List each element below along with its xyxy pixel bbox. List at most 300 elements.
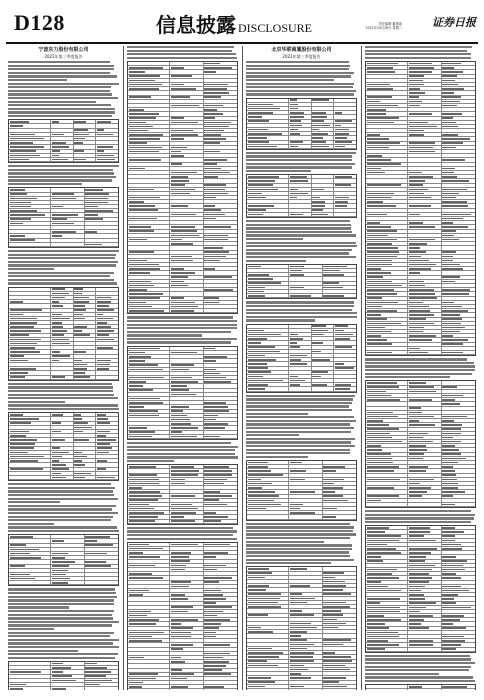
table-cell xyxy=(248,141,269,143)
table-cell xyxy=(248,180,275,182)
text-line xyxy=(8,383,112,385)
table-cell xyxy=(97,439,116,441)
table-cell xyxy=(409,134,424,136)
table-cell xyxy=(442,441,461,443)
table-cell xyxy=(10,376,25,378)
table-cell xyxy=(52,460,59,462)
text-line xyxy=(246,544,352,546)
text-line xyxy=(8,394,114,396)
table-cell xyxy=(52,667,71,669)
table-cell xyxy=(129,260,147,262)
table-cell xyxy=(129,487,142,489)
table-cell xyxy=(409,247,420,249)
table-cell xyxy=(290,462,302,464)
table-cell xyxy=(248,648,272,650)
table-row xyxy=(247,213,356,217)
table-cell xyxy=(129,113,159,115)
table-cell xyxy=(204,184,226,186)
table-cell xyxy=(323,585,346,587)
table-cell xyxy=(129,168,145,170)
table-cell xyxy=(204,636,216,638)
table-cell xyxy=(442,101,460,103)
text-line xyxy=(246,405,349,407)
table-cell xyxy=(97,422,110,424)
table-cell xyxy=(248,677,271,679)
table-cell xyxy=(204,653,229,655)
table-cell xyxy=(409,594,424,596)
table-cell xyxy=(171,436,198,438)
table-cell xyxy=(204,406,227,408)
table-cell xyxy=(171,686,189,688)
table-cell xyxy=(312,351,321,353)
table-cell xyxy=(442,276,460,278)
table-cell xyxy=(442,84,458,86)
table-cell xyxy=(248,508,266,510)
table-cell xyxy=(409,142,436,144)
table-cell xyxy=(409,382,427,384)
text-line xyxy=(365,369,475,371)
table-cell xyxy=(74,372,85,374)
text-line xyxy=(8,268,54,270)
table-cell xyxy=(52,223,74,225)
table-cell xyxy=(52,193,74,195)
table-cell xyxy=(10,351,40,353)
table-cell xyxy=(10,218,31,220)
text-line xyxy=(8,282,117,284)
table-cell xyxy=(248,614,268,616)
table-cell xyxy=(367,122,394,124)
table-cell xyxy=(367,134,380,136)
table-cell xyxy=(442,504,454,506)
table-cell xyxy=(129,466,156,468)
text-line xyxy=(246,438,355,440)
financial-table xyxy=(8,287,119,381)
text-line xyxy=(8,632,114,634)
table-cell xyxy=(367,63,398,65)
table-cell xyxy=(52,318,71,320)
table-cell xyxy=(290,133,301,135)
table-cell xyxy=(74,314,83,316)
table-cell xyxy=(312,146,329,148)
text-line xyxy=(8,624,112,626)
table-cell xyxy=(409,281,425,283)
table-cell xyxy=(290,686,305,688)
table-cell xyxy=(409,71,432,73)
table-cell xyxy=(409,470,427,472)
table-cell xyxy=(204,117,214,119)
table-cell xyxy=(409,268,432,270)
table-cell xyxy=(442,540,455,542)
table-cell xyxy=(204,483,224,485)
table-cell xyxy=(74,150,84,152)
table-cell xyxy=(335,363,344,365)
text-line xyxy=(8,61,110,63)
table-cell xyxy=(204,577,232,579)
text-line xyxy=(246,93,354,95)
table-cell xyxy=(204,348,214,350)
table-cell xyxy=(85,210,113,212)
column-2 xyxy=(127,46,238,690)
table-cell xyxy=(204,63,220,65)
table-cell xyxy=(248,376,263,378)
masthead xyxy=(6,8,478,42)
table-cell xyxy=(129,619,159,621)
table-cell xyxy=(97,334,109,336)
table-cell xyxy=(171,235,199,237)
text-line xyxy=(8,483,111,485)
text-line xyxy=(8,628,54,630)
text-line xyxy=(8,408,119,410)
text-line xyxy=(246,242,356,244)
table-cell xyxy=(129,673,158,675)
table-cell xyxy=(129,686,142,688)
text-line xyxy=(8,519,111,521)
table-cell xyxy=(248,686,265,688)
table-cell xyxy=(171,504,192,506)
text-line xyxy=(8,646,119,648)
table-cell xyxy=(323,487,342,489)
table-cell xyxy=(10,202,31,204)
table-cell xyxy=(367,420,383,422)
table-cell xyxy=(129,126,153,128)
table-cell xyxy=(10,326,34,328)
table-cell xyxy=(248,495,279,497)
table-cell xyxy=(442,428,460,430)
table-cell xyxy=(367,391,386,393)
table-cell xyxy=(323,686,347,688)
table-cell xyxy=(367,540,399,542)
text-line xyxy=(246,431,351,433)
table-cell xyxy=(74,422,88,424)
column-1 xyxy=(8,46,119,690)
table-cell xyxy=(204,356,227,358)
text-line xyxy=(127,320,237,322)
text-line xyxy=(8,404,118,406)
table-cell xyxy=(52,121,59,123)
table-cell xyxy=(312,133,328,135)
table-cell xyxy=(367,268,381,270)
table-cell xyxy=(290,287,304,289)
table-cell xyxy=(85,536,109,538)
financial-table xyxy=(8,119,119,163)
table-cell xyxy=(129,251,154,253)
table-cell xyxy=(367,470,394,472)
table-cell xyxy=(290,602,308,604)
table-cell xyxy=(409,433,428,435)
table-cell xyxy=(52,314,63,316)
table-cell xyxy=(409,67,435,69)
table-cell xyxy=(97,360,111,362)
table-cell xyxy=(74,456,87,458)
table-cell xyxy=(367,302,398,304)
table-cell xyxy=(335,205,347,207)
table-cell xyxy=(85,202,108,204)
table-cell xyxy=(442,556,455,558)
table-cell xyxy=(409,310,431,312)
table-cell xyxy=(52,343,70,345)
table-cell xyxy=(97,460,108,462)
table-cell xyxy=(74,293,82,295)
text-line xyxy=(246,452,350,454)
table-cell xyxy=(323,602,346,604)
table-cell xyxy=(367,113,386,115)
table-cell xyxy=(367,648,385,650)
table-cell xyxy=(97,305,109,307)
text-line xyxy=(8,523,54,525)
table-cell xyxy=(290,129,299,131)
table-cell xyxy=(171,644,194,646)
table-cell xyxy=(367,343,392,345)
table-cell xyxy=(367,310,397,312)
table-cell xyxy=(171,483,185,485)
table-cell xyxy=(74,351,85,353)
table-cell xyxy=(129,508,154,510)
table-cell xyxy=(10,343,37,345)
table-cell xyxy=(442,479,456,481)
table-cell xyxy=(10,684,26,686)
text-line xyxy=(127,334,202,336)
table-cell xyxy=(85,218,102,220)
text-line xyxy=(246,548,352,550)
table-cell xyxy=(74,297,89,299)
table-cell xyxy=(204,556,216,558)
table-cell xyxy=(367,449,382,451)
table-cell xyxy=(290,593,302,595)
text-line xyxy=(246,252,349,254)
table-cell xyxy=(52,553,68,555)
table-cell xyxy=(171,495,195,497)
table-cell xyxy=(129,360,145,362)
text-line xyxy=(8,261,118,263)
table-cell xyxy=(129,138,160,140)
masthead-rule xyxy=(6,42,478,44)
table-cell xyxy=(204,373,219,375)
table-cell xyxy=(290,295,312,297)
table-cell xyxy=(85,561,106,563)
table-cell xyxy=(74,334,90,336)
table-cell xyxy=(74,414,81,416)
text-line xyxy=(246,234,356,236)
table-cell xyxy=(442,433,461,435)
text-line xyxy=(8,614,112,616)
table-cell xyxy=(442,172,453,174)
table-cell xyxy=(10,688,22,690)
table-cell xyxy=(171,172,197,174)
table-cell xyxy=(129,640,161,642)
text-line xyxy=(365,517,474,519)
table-cell xyxy=(335,146,345,148)
table-cell xyxy=(10,557,41,559)
table-cell xyxy=(323,665,345,667)
table-cell xyxy=(442,268,463,270)
table-cell xyxy=(442,310,468,312)
table-cell xyxy=(171,632,192,634)
table-cell xyxy=(74,121,86,123)
table-cell xyxy=(10,452,28,454)
table-cell xyxy=(367,327,385,329)
table-cell xyxy=(129,71,145,73)
table-cell xyxy=(171,406,190,408)
table-cell xyxy=(367,260,392,262)
table-cell xyxy=(248,282,281,284)
table-row xyxy=(247,145,356,149)
table-cell xyxy=(204,611,222,613)
table-cell xyxy=(204,247,223,249)
table-cell xyxy=(52,334,64,336)
text-line xyxy=(246,86,353,88)
table-cell xyxy=(335,125,342,127)
text-line xyxy=(246,434,299,436)
table-cell xyxy=(85,667,107,669)
table-cell xyxy=(290,112,305,114)
table-cell xyxy=(442,180,468,182)
text-line xyxy=(8,254,116,256)
table-cell xyxy=(52,134,64,136)
table-cell xyxy=(129,147,161,149)
table-cell xyxy=(367,573,392,575)
table-cell xyxy=(442,314,460,316)
table-cell xyxy=(442,487,458,489)
text-line xyxy=(246,152,356,154)
table-cell xyxy=(204,302,219,304)
table-cell xyxy=(171,117,185,119)
table-cell xyxy=(171,272,196,274)
text-line xyxy=(8,606,69,608)
table-cell xyxy=(367,197,391,199)
table-cell xyxy=(248,104,273,106)
text-line xyxy=(127,460,174,462)
table-cell xyxy=(312,189,323,191)
text-line xyxy=(127,442,231,444)
table-cell xyxy=(171,230,198,232)
text-line xyxy=(246,395,355,397)
table-cell xyxy=(52,159,68,161)
financial-table xyxy=(246,460,357,521)
table-cell xyxy=(323,295,343,297)
table-row xyxy=(128,520,237,524)
table-cell xyxy=(290,359,301,361)
table-cell xyxy=(74,159,86,161)
table-cell xyxy=(409,113,432,115)
table-row xyxy=(9,243,118,247)
text-line xyxy=(365,365,475,367)
text-line xyxy=(246,562,331,564)
table-cell xyxy=(129,226,151,228)
table-row xyxy=(9,581,118,585)
table-cell xyxy=(10,671,41,673)
table-cell xyxy=(171,410,184,412)
table-cell xyxy=(171,466,194,468)
text-line xyxy=(8,390,113,392)
table-cell xyxy=(10,301,23,303)
table-cell xyxy=(367,318,387,320)
table-cell xyxy=(312,141,326,143)
table-cell xyxy=(367,636,399,638)
table-row xyxy=(247,294,356,298)
table-cell xyxy=(323,623,346,625)
text-line xyxy=(127,527,233,529)
section-title-cn: 信息披露 xyxy=(156,15,236,37)
table-cell xyxy=(248,593,281,595)
text-line xyxy=(246,551,349,553)
text-line xyxy=(8,176,116,178)
text-line xyxy=(246,159,352,161)
table-cell xyxy=(248,660,267,662)
table-cell xyxy=(74,301,89,303)
financial-table xyxy=(8,534,119,586)
table-cell xyxy=(409,318,427,320)
table-cell xyxy=(52,540,64,542)
table-cell xyxy=(97,447,113,449)
table-cell xyxy=(248,355,265,357)
table-row xyxy=(366,351,475,355)
table-cell xyxy=(290,623,312,625)
table-cell xyxy=(323,270,340,272)
table-cell xyxy=(171,606,193,608)
financial-table xyxy=(246,174,357,218)
table-cell xyxy=(290,631,307,633)
table-cell xyxy=(204,235,228,237)
table-cell xyxy=(290,363,307,365)
table-cell xyxy=(204,96,221,98)
table-cell xyxy=(367,172,385,174)
table-cell xyxy=(335,346,353,348)
table-cell xyxy=(204,594,223,596)
table-cell xyxy=(409,535,424,537)
table-cell xyxy=(367,627,389,629)
text-line xyxy=(8,79,67,81)
text-line xyxy=(127,57,237,59)
text-line xyxy=(8,588,115,590)
table-cell xyxy=(74,477,85,479)
financial-table xyxy=(365,380,476,508)
table-cell xyxy=(248,287,265,289)
table-row xyxy=(247,515,356,519)
table-cell xyxy=(367,623,385,625)
table-cell xyxy=(367,251,399,253)
table-cell xyxy=(442,352,463,354)
table-cell xyxy=(129,369,163,371)
table-cell xyxy=(171,560,190,562)
table-cell xyxy=(442,222,453,224)
table-cell xyxy=(129,189,154,191)
table-cell xyxy=(10,578,35,580)
text-line xyxy=(8,83,119,85)
table-cell xyxy=(442,142,462,144)
table-cell xyxy=(442,147,455,149)
table-row xyxy=(9,687,118,690)
text-line xyxy=(365,376,450,378)
text-line xyxy=(246,537,350,539)
table-cell xyxy=(442,453,460,455)
table-cell xyxy=(74,288,83,290)
table-cell xyxy=(248,330,264,332)
table-cell xyxy=(10,146,44,148)
text-line xyxy=(8,526,117,528)
table-cell xyxy=(442,577,460,579)
text-line xyxy=(8,104,111,106)
text-line xyxy=(8,401,65,403)
table-cell xyxy=(129,431,155,433)
table-cell xyxy=(290,635,302,637)
table-cell xyxy=(97,330,114,332)
text-line xyxy=(8,657,115,659)
table-cell xyxy=(248,367,268,369)
table-cell xyxy=(248,363,267,365)
table-cell xyxy=(129,297,160,299)
table-cell xyxy=(442,205,467,207)
table-cell xyxy=(442,289,470,291)
